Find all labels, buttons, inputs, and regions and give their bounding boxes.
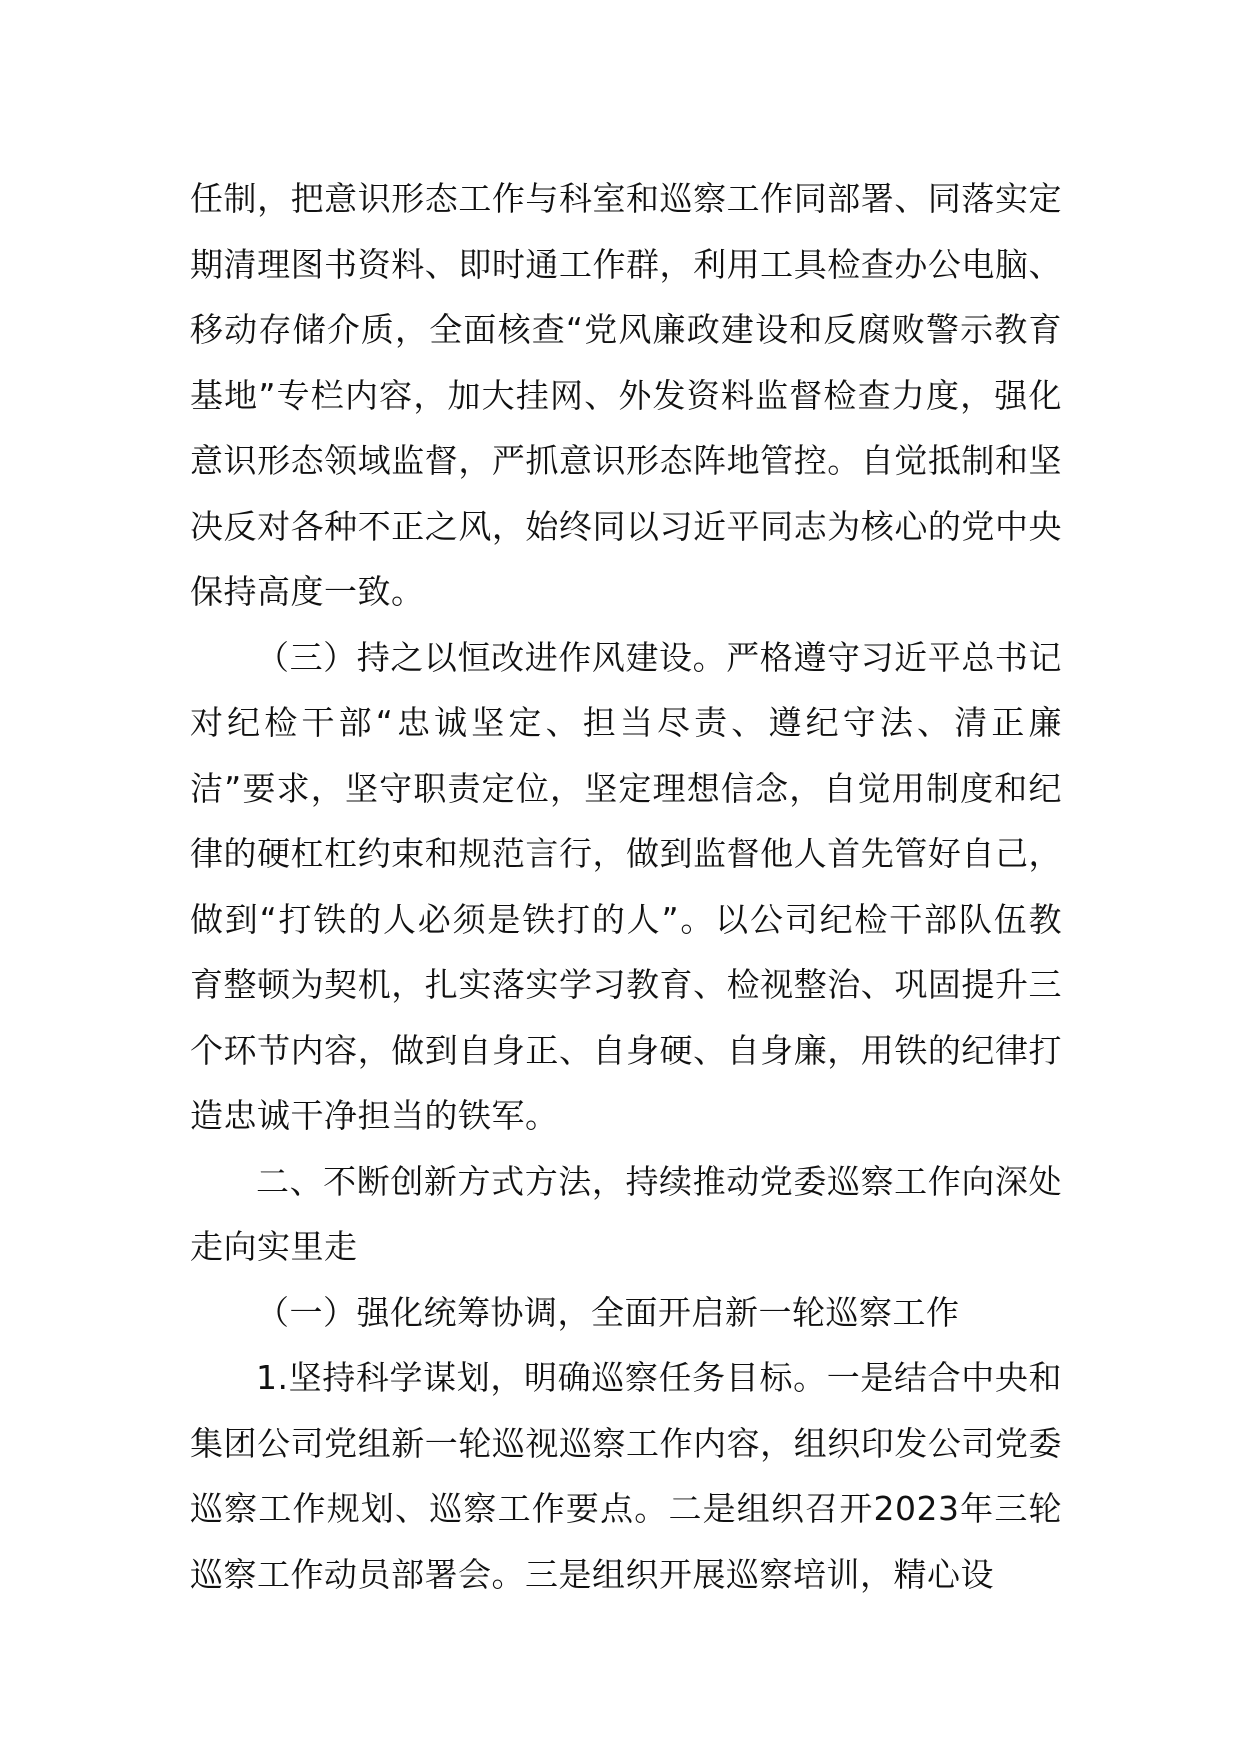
document-body <box>190 166 1062 1607</box>
paragraph-item-one: 1.坚持科学谋划，明确巡察任务目标。一是结合中央和集团公司党组新一轮巡视巡察工作内容，组织印发公司党委巡察工作规划、巡察工作要点。二是组织召开2023年三轮巡察工作动员部署会。三是组织开展巡察培训，精心设 <box>190 1358 1062 1594</box>
subheading-one: （一）强化统筹协调，全面开启新一轮巡察工作 <box>256 1292 960 1332</box>
paragraph-continuation: 任制，把意识形态工作与科室和巡察工作同部署、同落实定期清理图书资料、即时通工作群，利用工具检查办公电脑、移动存储介质，全面核查“党风廉政建设和反腐败警示教育基地”专栏内容，加大挂网、外发资料监督检查力度，强化意识形态领域监督，严抓意识形态阵地管控。自觉抵制和坚决反对各种不正之风，始终同以习近平同志为核心的党中央保持高度一致。 <box>190 179 1062 611</box>
heading-part-two: 二、不断创新方式方法，持续推动党委巡察工作向深处走向实里走 <box>190 1161 1062 1266</box>
paragraph-section-three: （三）持之以恒改进作风建设。严格遵守习近平总书记对纪检干部“忠诚坚定、担当尽责、遵纪守法、清正廉洁”要求，坚守职责定位，坚定理想信念，自觉用制度和纪律的硬杠杠约束和规范言行，做到监督他人首先管好自己，做到“打铁的人必须是铁打的人”。以公司纪检干部队伍教育整顿为契机，扎实落实学习教育、检视整治、巩固提升三个环节内容，做到自身正、自身硬、自身廉，用铁的纪律打造忠诚干净担当的铁军。 <box>190 637 1062 1135</box>
